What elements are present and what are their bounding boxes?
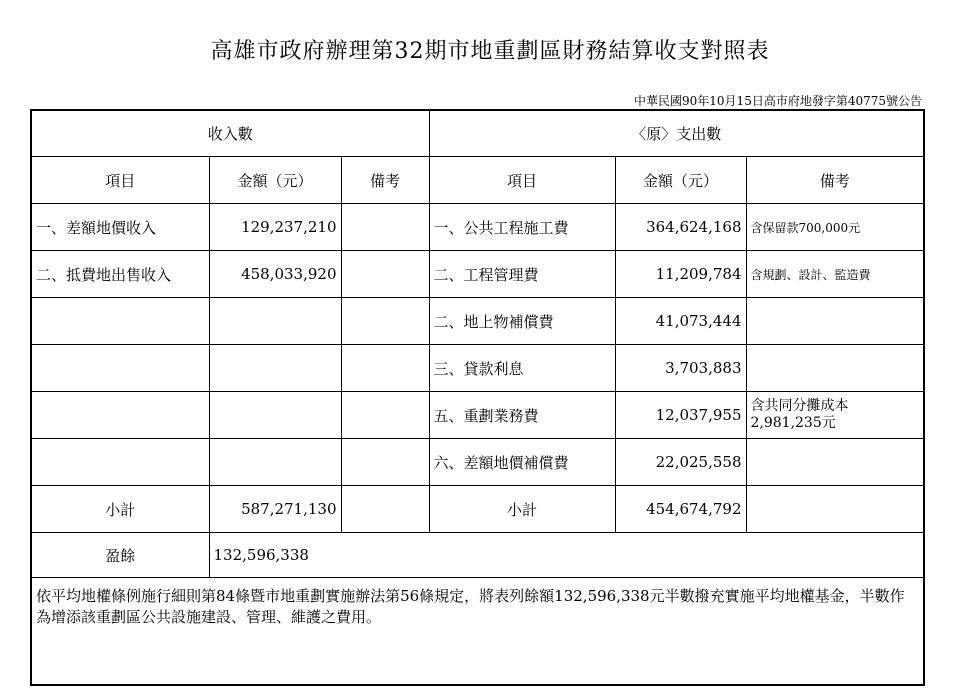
- income-amount-empty: [209, 439, 341, 486]
- expense-item: 一、公共工程施工費: [429, 204, 615, 251]
- income-item-empty: [31, 392, 209, 439]
- expense-section-header: 〈原〉支出數: [429, 110, 924, 157]
- expense-subtotal-label: 小計: [429, 486, 615, 533]
- expense-remark: [746, 298, 924, 345]
- income-section-header: 收入數: [31, 110, 429, 157]
- expense-subtotal-remark: [746, 486, 924, 533]
- table-row: [31, 298, 924, 345]
- column-header-row: [31, 157, 924, 204]
- income-remark-empty: [341, 298, 429, 345]
- income-amount: 458,033,920: [209, 251, 341, 298]
- income-amount-empty: [209, 298, 341, 345]
- income-subtotal-label: 小計: [31, 486, 209, 533]
- expense-item: 二、工程管理費: [429, 251, 615, 298]
- income-amount-empty: [209, 345, 341, 392]
- income-remark: [341, 204, 429, 251]
- income-remark-empty: [341, 345, 429, 392]
- surplus-amount: 132,596,338: [209, 533, 924, 578]
- expense-subtotal-amount: 454,674,792: [615, 486, 746, 533]
- surplus-row: [31, 533, 924, 578]
- expense-item: 六、差額地價補償費: [429, 439, 615, 486]
- income-amount: 129,237,210: [209, 204, 341, 251]
- expense-amount: 12,037,955: [615, 392, 746, 439]
- expense-amount: 22,025,558: [615, 439, 746, 486]
- table-row: [31, 204, 924, 251]
- memo-text: 依平均地權條例施行細則第84條暨市地重劃實施辦法第56條規定，將表列餘額132,596,338元半數撥充實施平均地權基金，半數作為增添該重劃區公共設施建設、管理、維護之費用。: [31, 578, 924, 686]
- income-amount-empty: [209, 392, 341, 439]
- income-item: 二、抵費地出售收入: [31, 251, 209, 298]
- document-title: 高雄市政府辦理第32期市地重劃區財務結算收支對照表: [210, 39, 770, 64]
- expense-item: 三、貸款利息: [429, 345, 615, 392]
- table-row: [31, 392, 924, 439]
- income-col-amount: 金額（元）: [209, 157, 341, 204]
- income-item: 一、差額地價收入: [31, 204, 209, 251]
- income-item-empty: [31, 439, 209, 486]
- expense-col-item: 項目: [429, 157, 615, 204]
- expense-item: 五、重劃業務費: [429, 392, 615, 439]
- income-col-item: 項目: [31, 157, 209, 204]
- expense-amount: 364,624,168: [615, 204, 746, 251]
- expense-remark: 含共同分攤成本2,981,235元: [746, 392, 924, 439]
- table-row: [31, 439, 924, 486]
- expense-col-remark: 備考: [746, 157, 924, 204]
- expense-col-amount: 金額（元）: [615, 157, 746, 204]
- subtotal-row: [31, 486, 924, 533]
- ledger-table: [30, 109, 925, 686]
- expense-amount: 41,073,444: [615, 298, 746, 345]
- table-row: [31, 251, 924, 298]
- income-col-remark: 備考: [341, 157, 429, 204]
- expense-remark: 含保留款700,000元: [746, 204, 924, 251]
- surplus-label: 盈餘: [31, 533, 209, 578]
- income-subtotal-amount: 587,271,130: [209, 486, 341, 533]
- income-item-empty: [31, 298, 209, 345]
- expense-amount: 11,209,784: [615, 251, 746, 298]
- memo-row: [31, 578, 924, 686]
- income-remark-empty: [341, 392, 429, 439]
- expense-remark: 含規劃、設計、監造費: [746, 251, 924, 298]
- section-header-row: [31, 110, 924, 157]
- income-subtotal-remark: [341, 486, 429, 533]
- income-remark: [341, 251, 429, 298]
- income-remark-empty: [341, 439, 429, 486]
- expense-remark: [746, 345, 924, 392]
- expense-amount: 3,703,883: [615, 345, 746, 392]
- table-row: [31, 345, 924, 392]
- expense-item: 二、地上物補償費: [429, 298, 615, 345]
- notice-reference: 中華民國90年10月15日高市府地發字第40775號公告: [634, 94, 922, 108]
- income-item-empty: [31, 345, 209, 392]
- expense-remark: [746, 439, 924, 486]
